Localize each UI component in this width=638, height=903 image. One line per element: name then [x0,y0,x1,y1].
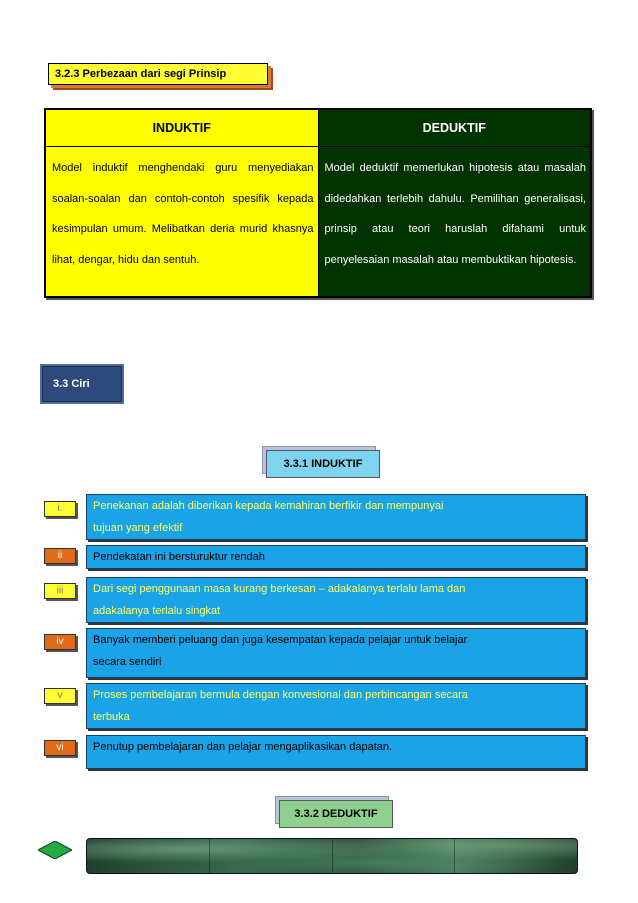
deduktif-description: Model deduktif memerlukan hipotesis atau masalah didedahkan terlebih dahulu. Pemilihan generalisasi, prinsip atau teori haruslah difahami untuk penyelesaian masalah atau membuktikan hipotesis. [324,162,586,266]
section-heading-33: 3.3 Ciri [40,364,124,404]
item-number: i. [44,501,76,517]
item-number: iii [44,583,76,599]
induktif-header: INDUKTIF [46,110,318,147]
item-text-line1: Proses pembelajaran bermula dengan konvesional dan perbincangan secara [93,689,468,701]
list-item [86,735,586,769]
item-text-line2: adakalanya terlalu singkat [93,605,221,617]
item-number: ii [44,548,76,564]
section-heading-323: 3.2.3 Perbezaan dari segi Prinsip [48,63,268,85]
deduktif-column [319,110,591,296]
induktif-column [46,110,319,296]
list-item [86,683,586,729]
banner-seam [454,839,455,873]
induktif-description: Model induktif menghendaki guru menyediakan soalan-soalan dan contoh-contoh spesifik kepada kesimpulan umum. Melibatkan deria murid khasnya lihat, dengar, hidu dan sentuh. [52,162,314,266]
subheading-331: 3.3.1 INDUKTIF [266,450,380,478]
item-text-line1: Banyak memberi peluang dan juga kesempatan kepada pelajar untuk belajar [93,634,468,646]
list-item [86,577,586,623]
diamond-bullet-icon [38,841,72,859]
subheading-332: 3.3.2 DEDUKTIF [279,800,393,828]
banner-seam [209,839,210,873]
marble-banner [86,838,578,874]
item-number: iv [44,634,76,650]
list-item [86,545,586,569]
item-text-line2: terbuka [93,711,130,723]
item-text-line1: Penutup pembelajaran dan pelajar mengaplikasikan dapatan. [93,741,393,753]
list-item [86,628,586,678]
item-number: vi [44,740,76,756]
comparison-table [44,108,592,298]
item-text-line2: tujuan yang efektif [93,522,183,534]
item-text-line2: secara sendiri [93,656,162,668]
item-text-line1: Penekanan adalah diberikan kepada kemahiran berfikir dan mempunyai [93,500,444,512]
item-number: v [44,688,76,704]
item-text-line1: Pendekatan ini bersturuktur rendah [93,551,265,563]
deduktif-header: DEDUKTIF [319,110,591,147]
list-item [86,494,586,540]
banner-seam [332,839,333,873]
item-text-line1: Dari segi penggunaan masa kurang berkesan – adakalanya terlalu lama dan [93,583,466,595]
